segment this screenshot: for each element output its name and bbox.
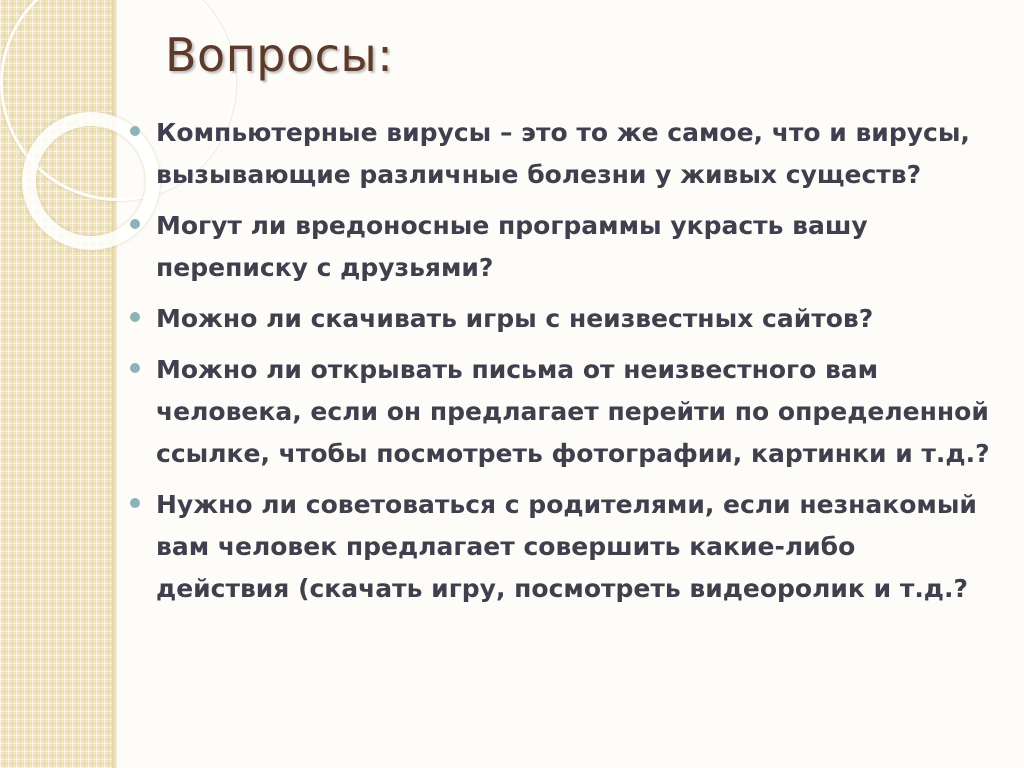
question-item <box>130 484 990 610</box>
question-text: Компьютерные вирусы – это то же самое, что и вирусы, вызывающие различные болезни у живых существ? <box>156 118 970 189</box>
bullet-dot-icon <box>130 363 140 373</box>
question-item <box>130 349 990 475</box>
bullet-dot-icon <box>130 498 140 508</box>
bullet-dot-icon <box>130 312 140 322</box>
bullet-dot-icon <box>130 219 140 229</box>
question-item <box>130 298 990 340</box>
question-item <box>130 205 990 289</box>
bullet-dot-icon <box>130 126 140 136</box>
question-text: Можно ли скачивать игры с неизвестных сайтов? <box>156 304 874 333</box>
slide-title: Вопросы: <box>165 28 394 82</box>
question-item <box>130 112 990 196</box>
question-text: Нужно ли советоваться с родителями, если незнакомый вам человек предлагает совершить какие-либо действия (скачать игру, посмотреть видеоролик и т.д.? <box>156 490 977 603</box>
question-text: Можно ли открывать письма от неизвестного вам человека, если он предлагает перейти по определенной ссылке, чтобы посмотреть фотографии, картинки и т.д.? <box>156 355 990 468</box>
question-text: Могут ли вредоносные программы украсть вашу переписку с друзьями? <box>156 211 868 282</box>
question-list <box>130 112 990 619</box>
